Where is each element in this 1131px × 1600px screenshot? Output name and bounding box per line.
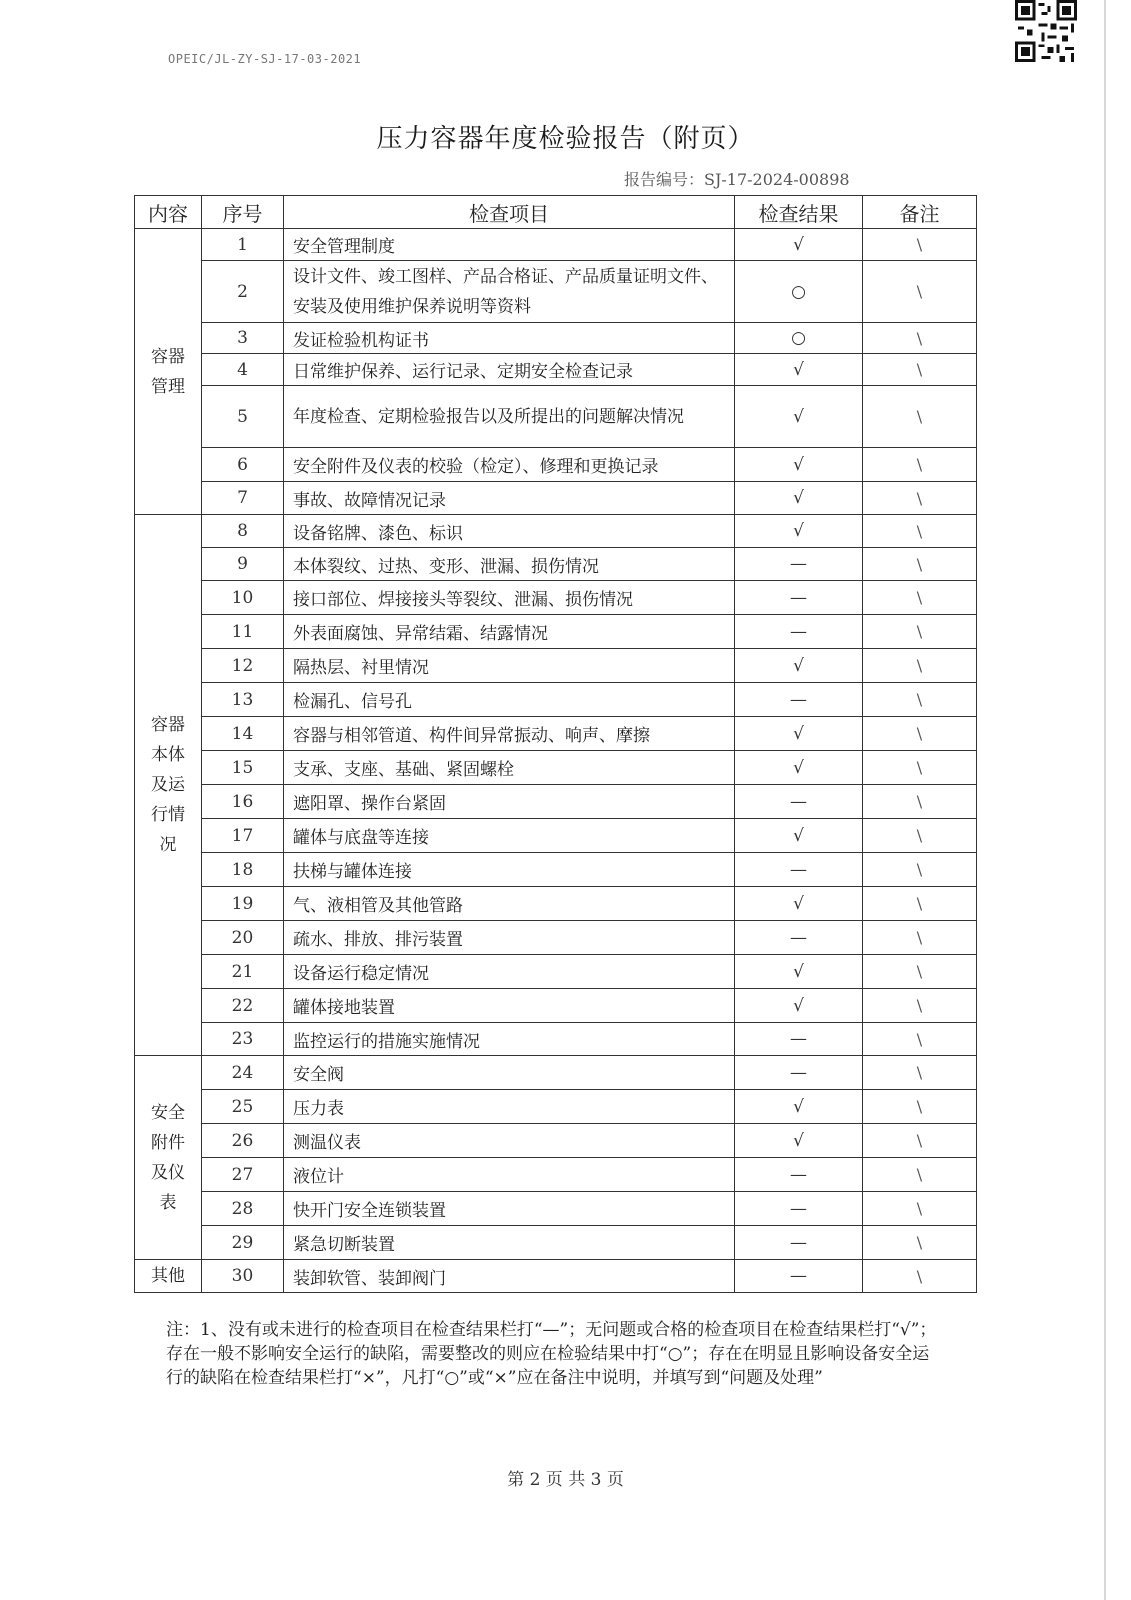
report-title: 压力容器年度检验报告（附页） — [376, 124, 755, 154]
row-remark: \ — [863, 989, 977, 1023]
header-result: 检查结果 — [735, 196, 863, 229]
row-number: 15 — [202, 751, 284, 785]
category-other: 其他 — [135, 1260, 202, 1293]
report-number: 报告编号：SJ-17-2024-00898 — [624, 170, 850, 189]
table-row — [135, 955, 977, 989]
row-remark: \ — [863, 1124, 977, 1158]
row-number: 10 — [202, 581, 284, 615]
row-remark: \ — [863, 1226, 977, 1260]
row-result: — — [735, 1056, 863, 1090]
row-remark: \ — [863, 1158, 977, 1192]
row-number: 13 — [202, 683, 284, 717]
row-remark: \ — [863, 819, 977, 853]
row-remark: \ — [863, 921, 977, 955]
row-remark: \ — [863, 548, 977, 581]
row-number: 12 — [202, 649, 284, 683]
row-item: 液位计 — [284, 1158, 735, 1192]
row-result: √ — [735, 1090, 863, 1124]
row-item: 气、液相管及其他管路 — [284, 887, 735, 921]
row-item: 容器与相邻管道、构件间异常振动、响声、摩擦 — [284, 717, 735, 751]
row-result: — — [735, 548, 863, 581]
row-result: — — [735, 785, 863, 819]
row-item: 安全管理制度 — [284, 229, 735, 261]
table-row — [135, 649, 977, 683]
row-number: 1 — [202, 229, 284, 261]
row-remark: \ — [863, 887, 977, 921]
row-item: 日常维护保养、运行记录、定期安全检查记录 — [284, 354, 735, 386]
table-row — [135, 853, 977, 887]
row-result: √ — [735, 482, 863, 515]
row-result: √ — [735, 819, 863, 853]
page-indicator: 第 2 页 共 3 页 — [507, 1470, 624, 1490]
table-row — [135, 1158, 977, 1192]
row-remark: \ — [863, 785, 977, 819]
row-result: √ — [735, 229, 863, 261]
row-result: √ — [735, 448, 863, 482]
row-number: 17 — [202, 819, 284, 853]
row-number: 22 — [202, 989, 284, 1023]
row-item: 安全附件及仪表的校验（检定）、修理和更换记录 — [284, 448, 735, 482]
table-row — [135, 1124, 977, 1158]
table-row — [135, 581, 977, 615]
table-row — [135, 323, 977, 354]
row-number: 23 — [202, 1023, 284, 1056]
row-item: 设备运行稳定情况 — [284, 955, 735, 989]
row-remark: \ — [863, 482, 977, 515]
table-row — [135, 819, 977, 853]
row-result: √ — [735, 887, 863, 921]
row-result: √ — [735, 955, 863, 989]
table-row — [135, 717, 977, 751]
row-remark: \ — [863, 1090, 977, 1124]
row-number: 16 — [202, 785, 284, 819]
row-remark: \ — [863, 1260, 977, 1293]
category-vessel-body: 容器 本体 及运 行情 况 — [135, 515, 202, 1056]
row-result: — — [735, 581, 863, 615]
table-row — [135, 386, 977, 448]
row-result: — — [735, 1023, 863, 1056]
row-remark: \ — [863, 1056, 977, 1090]
row-result: √ — [735, 717, 863, 751]
footnote: 注：1、没有或未进行的检查项目在检查结果栏打“—”；无问题或合格的检查项目在检查结果栏打“√”；存在一般不影响安全运行的缺陷，需要整改的则应在检验结果中打“○”；存在在明显且影响设备安全运行的缺陷在检查结果栏打“×”，凡打“○”或“×”应在备注中说明，并填写到“问题及处理” — [166, 1320, 937, 1388]
table-row — [135, 1192, 977, 1226]
row-item: 本体裂纹、过热、变形、泄漏、损伤情况 — [284, 548, 735, 581]
row-remark: \ — [863, 515, 977, 548]
inspection-table — [134, 195, 977, 1293]
row-item: 紧急切断装置 — [284, 1226, 735, 1260]
table-header-row — [135, 196, 977, 229]
table-row — [135, 448, 977, 482]
row-result: — — [735, 921, 863, 955]
row-remark: \ — [863, 717, 977, 751]
row-result: — — [735, 683, 863, 717]
table-body — [135, 229, 977, 1293]
row-remark: \ — [863, 955, 977, 989]
row-remark: \ — [863, 229, 977, 261]
row-remark: \ — [863, 261, 977, 323]
row-result: — — [735, 1226, 863, 1260]
row-number: 3 — [202, 323, 284, 354]
row-number: 6 — [202, 448, 284, 482]
row-number: 18 — [202, 853, 284, 887]
header-category: 内容 — [135, 196, 202, 229]
row-result: √ — [735, 386, 863, 448]
row-remark: \ — [863, 1023, 977, 1056]
page-edge — [1104, 0, 1106, 1600]
table-row — [135, 1090, 977, 1124]
table-row — [135, 1056, 977, 1090]
row-item: 检漏孔、信号孔 — [284, 683, 735, 717]
row-item: 发证检验机构证书 — [284, 323, 735, 354]
row-number: 2 — [202, 261, 284, 323]
row-result: √ — [735, 354, 863, 386]
table-row — [135, 615, 977, 649]
document-code: OPEIC/JL-ZY-SJ-17-03-2021 — [168, 52, 362, 66]
row-item: 测温仪表 — [284, 1124, 735, 1158]
table-row — [135, 354, 977, 386]
row-result: — — [735, 853, 863, 887]
row-item: 扶梯与罐体连接 — [284, 853, 735, 887]
row-item: 年度检查、定期检验报告以及所提出的问题解决情况 — [284, 386, 735, 448]
row-number: 8 — [202, 515, 284, 548]
row-item: 遮阳罩、操作台紧固 — [284, 785, 735, 819]
table-row — [135, 1023, 977, 1056]
header-number: 序号 — [202, 196, 284, 229]
row-remark: \ — [863, 1192, 977, 1226]
row-item: 设备铭牌、漆色、标识 — [284, 515, 735, 548]
row-item: 安全阀 — [284, 1056, 735, 1090]
row-remark: \ — [863, 323, 977, 354]
row-result: — — [735, 1260, 863, 1293]
row-number: 25 — [202, 1090, 284, 1124]
row-number: 20 — [202, 921, 284, 955]
row-result: ○ — [735, 323, 863, 354]
table-row — [135, 751, 977, 785]
row-item: 压力表 — [284, 1090, 735, 1124]
row-number: 27 — [202, 1158, 284, 1192]
row-number: 9 — [202, 548, 284, 581]
table-row — [135, 683, 977, 717]
row-result: √ — [735, 989, 863, 1023]
row-number: 19 — [202, 887, 284, 921]
table-row — [135, 261, 977, 323]
row-result: — — [735, 615, 863, 649]
row-remark: \ — [863, 354, 977, 386]
row-result: √ — [735, 515, 863, 548]
category-safety-accessories: 安全 附件 及仪 表 — [135, 1056, 202, 1260]
row-item: 外表面腐蚀、异常结霜、结露情况 — [284, 615, 735, 649]
header-remark: 备注 — [863, 196, 977, 229]
row-result: √ — [735, 1124, 863, 1158]
row-number: 26 — [202, 1124, 284, 1158]
table-row — [135, 785, 977, 819]
row-item: 监控运行的措施实施情况 — [284, 1023, 735, 1056]
table-row — [135, 921, 977, 955]
row-result: √ — [735, 649, 863, 683]
row-item: 支承、支座、基础、紧固螺栓 — [284, 751, 735, 785]
row-item: 事故、故障情况记录 — [284, 482, 735, 515]
row-item: 罐体接地装置 — [284, 989, 735, 1023]
row-remark: \ — [863, 751, 977, 785]
row-remark: \ — [863, 448, 977, 482]
row-result: — — [735, 1158, 863, 1192]
row-number: 28 — [202, 1192, 284, 1226]
row-result: ○ — [735, 261, 863, 323]
row-item: 罐体与底盘等连接 — [284, 819, 735, 853]
row-remark: \ — [863, 853, 977, 887]
row-remark: \ — [863, 581, 977, 615]
row-number: 29 — [202, 1226, 284, 1260]
row-number: 21 — [202, 955, 284, 989]
row-remark: \ — [863, 386, 977, 448]
row-number: 7 — [202, 482, 284, 515]
category-management: 容器 管理 — [135, 229, 202, 515]
row-number: 5 — [202, 386, 284, 448]
table-row — [135, 1260, 977, 1293]
row-remark: \ — [863, 683, 977, 717]
row-result: √ — [735, 751, 863, 785]
row-item: 隔热层、衬里情况 — [284, 649, 735, 683]
row-remark: \ — [863, 649, 977, 683]
row-item: 装卸软管、装卸阀门 — [284, 1260, 735, 1293]
row-item: 疏水、排放、排污装置 — [284, 921, 735, 955]
row-number: 11 — [202, 615, 284, 649]
row-item: 接口部位、焊接接头等裂纹、泄漏、损伤情况 — [284, 581, 735, 615]
row-number: 4 — [202, 354, 284, 386]
table-row — [135, 229, 977, 261]
table-row — [135, 548, 977, 581]
table-row — [135, 989, 977, 1023]
header-item: 检查项目 — [284, 196, 735, 229]
row-number: 14 — [202, 717, 284, 751]
table-row — [135, 887, 977, 921]
row-number: 24 — [202, 1056, 284, 1090]
row-item: 快开门安全连锁装置 — [284, 1192, 735, 1226]
qr-code-icon — [1015, 0, 1077, 62]
row-remark: \ — [863, 615, 977, 649]
row-number: 30 — [202, 1260, 284, 1293]
table-row — [135, 482, 977, 515]
row-result: — — [735, 1192, 863, 1226]
table-row — [135, 1226, 977, 1260]
row-item: 设计文件、竣工图样、产品合格证、产品质量证明文件、安装及使用维护保养说明等资料 — [284, 261, 735, 323]
table-row — [135, 515, 977, 548]
